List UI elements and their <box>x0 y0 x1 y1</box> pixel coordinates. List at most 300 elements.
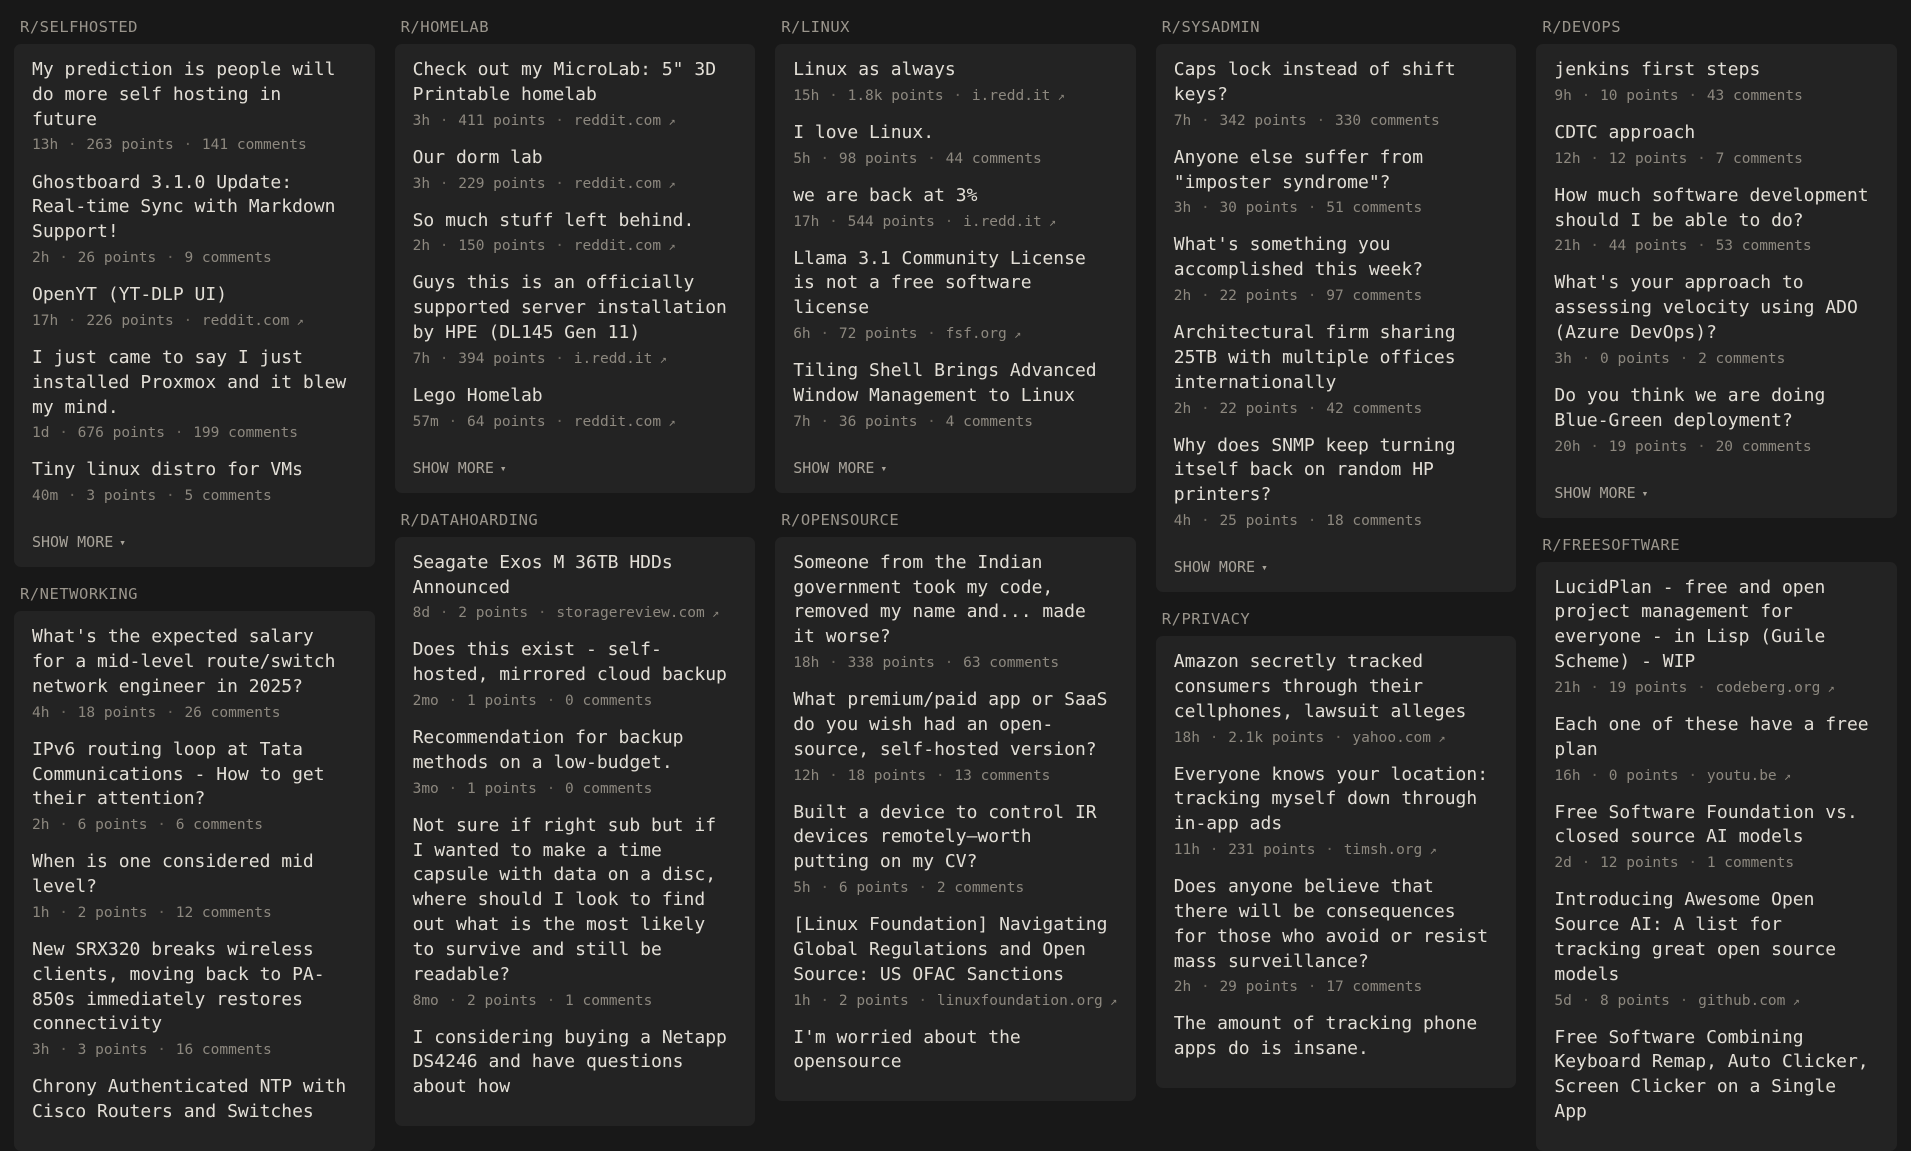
subreddit-group <box>775 511 1136 1101</box>
meta-separator: · <box>909 992 936 1009</box>
post-title[interactable]: LucidPlan - free and open project management for everyone - in Lisp (Guile Scheme) - WIP <box>1554 576 1826 673</box>
post-age: 5h <box>793 150 811 167</box>
post-item <box>1174 58 1499 132</box>
post-meta <box>413 603 738 624</box>
post-item <box>413 384 738 433</box>
post-meta <box>1174 286 1499 307</box>
post-meta <box>1554 349 1879 370</box>
post-age: 17h <box>32 312 59 329</box>
post-comments: 26 comments <box>184 704 281 721</box>
post-item <box>413 726 738 800</box>
meta-separator: · <box>165 425 193 442</box>
show-more-button[interactable] <box>32 533 126 551</box>
external-link-icon: ↗ <box>661 176 676 191</box>
show-more-button[interactable] <box>413 459 507 477</box>
post-title[interactable]: Amazon secretly tracked consumers through their cellphones, lawsuit alleges <box>1173 651 1467 722</box>
post-points: 26 points <box>77 249 157 266</box>
post-age: 15h <box>793 87 820 104</box>
post-domain[interactable]: i.redd.it <box>963 213 1042 230</box>
post-age: 4h <box>1173 513 1192 529</box>
post-item <box>1174 146 1499 220</box>
post-domain[interactable]: yahoo.com <box>1352 729 1431 746</box>
post-domain[interactable]: reddit.com <box>573 175 662 192</box>
subreddit-group <box>395 18 756 493</box>
meta-separator: · <box>157 704 184 721</box>
post-age: 3h <box>412 175 431 192</box>
post-item <box>1174 321 1499 420</box>
meta-separator: · <box>1688 679 1715 696</box>
meta-separator: · <box>148 904 175 921</box>
external-link-icon: ↗ <box>661 239 676 254</box>
post-points: 2 points <box>77 904 148 921</box>
post-points: 8 points <box>1600 992 1670 1009</box>
post-age: 20h <box>1554 438 1581 455</box>
post-domain[interactable]: i.redd.it <box>573 350 653 367</box>
post-meta <box>1174 399 1499 420</box>
meta-separator: · <box>546 112 573 129</box>
post-item <box>413 814 738 1012</box>
post-age: 40m <box>32 488 59 505</box>
subreddit-group <box>395 511 756 1126</box>
meta-separator: · <box>1200 729 1228 746</box>
post-points: 1 points <box>467 693 537 710</box>
post-meta <box>1174 111 1499 132</box>
post-age: 2h <box>412 238 431 255</box>
post-title[interactable]: Everyone knows your location: tracking myself down through in-app ads <box>1173 763 1489 835</box>
post-item <box>793 121 1118 170</box>
post-points: 3 points <box>86 488 157 505</box>
subreddit-title[interactable]: R/PRIVACY <box>1161 610 1251 629</box>
post-domain[interactable]: linuxfoundation.org <box>936 992 1103 1009</box>
meta-separator: · <box>1572 855 1600 872</box>
meta-separator: · <box>1581 438 1608 455</box>
meta-separator: · <box>1316 842 1343 858</box>
post-comments: 20 comments <box>1715 438 1812 455</box>
post-points: 338 points <box>847 655 935 672</box>
board-column <box>14 18 375 1151</box>
meta-separator: · <box>1299 513 1326 529</box>
post-points: 2 points <box>838 992 909 1009</box>
meta-separator: · <box>1299 200 1326 217</box>
post-meta <box>413 691 738 712</box>
meta-separator: · <box>1688 150 1715 167</box>
external-link-icon: ↗ <box>1102 993 1118 1008</box>
post-item <box>1554 576 1879 699</box>
post-item <box>32 938 357 1061</box>
show-more-label: SHOW MORE <box>412 458 494 477</box>
post-title[interactable]: Architectural firm sharing 25TB with multiple offices internationally <box>1173 322 1456 393</box>
post-title[interactable]: we are back at 3% <box>793 184 978 206</box>
post-comments: 1 comments <box>565 992 653 1009</box>
meta-separator: · <box>811 413 838 430</box>
meta-separator: · <box>431 605 458 622</box>
show-more-button[interactable] <box>1174 558 1268 576</box>
board-column <box>1536 18 1897 1151</box>
meta-separator: · <box>537 780 565 797</box>
show-more-button[interactable] <box>793 459 887 477</box>
post-points: 18 points <box>77 704 157 721</box>
post-age: 3mo <box>412 780 439 797</box>
post-meta <box>413 412 738 433</box>
meta-separator: · <box>918 413 945 430</box>
external-link-icon: ↗ <box>1006 327 1022 342</box>
post-title[interactable]: Anyone else suffer from "imposter syndrome"? <box>1173 146 1424 193</box>
post-points: 18 points <box>847 767 927 784</box>
post-domain[interactable]: reddit.com <box>573 112 662 129</box>
post-item <box>413 551 738 625</box>
post-item <box>32 58 357 157</box>
meta-separator: · <box>918 326 945 343</box>
post-title[interactable]: What's the expected salary for a mid-level route/switch network engineer in 2025? <box>32 626 336 697</box>
subreddit-title[interactable]: R/HOMELAB <box>400 18 490 36</box>
post-comments: 13 comments <box>954 767 1051 784</box>
meta-separator: · <box>50 817 77 834</box>
show-more-label: SHOW MORE <box>1554 483 1636 502</box>
post-points: 544 points <box>847 213 935 230</box>
post-age: 57m <box>412 413 439 430</box>
chevron-down-icon: ▾ <box>499 461 507 475</box>
post-age: 3h <box>32 1042 50 1059</box>
show-more-label: SHOW MORE <box>793 458 875 477</box>
post-age: 7h <box>793 413 811 430</box>
post-age: 7h <box>1173 112 1192 129</box>
meta-separator: · <box>148 1042 175 1059</box>
post-item <box>1554 1026 1879 1125</box>
post-title[interactable]: OpenYT (YT-DLP UI) <box>32 284 228 305</box>
post-meta <box>1174 977 1499 998</box>
post-age: 2h <box>32 817 50 834</box>
subreddit-card <box>395 537 756 1126</box>
post-comments: 12 comments <box>175 904 272 921</box>
meta-separator: · <box>431 238 458 255</box>
post-meta <box>1554 766 1879 787</box>
post-points: 22 points <box>1219 400 1299 417</box>
post-title[interactable]: Tiny linux distro for VMs <box>32 459 303 481</box>
post-title[interactable]: Someone from the Indian government took my code, removed my name and... made it worse? <box>793 551 1086 648</box>
post-comments: 0 comments <box>565 693 653 710</box>
post-title[interactable]: What's your approach to assessing velocity using ADO (Azure DevOps)? <box>1554 272 1858 344</box>
post-meta <box>793 653 1118 674</box>
meta-separator: · <box>811 880 838 897</box>
post-meta <box>1554 853 1879 874</box>
post-meta <box>793 86 1118 107</box>
meta-separator: · <box>927 767 954 784</box>
meta-separator: · <box>1688 438 1715 455</box>
subreddit-card <box>14 44 375 567</box>
post-comments: 16 comments <box>175 1042 272 1059</box>
subreddit-title[interactable]: R/FREESOFTWARE <box>1542 535 1681 554</box>
show-more-label: SHOW MORE <box>1173 558 1256 577</box>
post-domain[interactable]: fsf.org <box>945 326 1007 343</box>
post-title[interactable]: My prediction is people will do more self hosting in future <box>32 59 336 130</box>
post-title[interactable]: Our dorm lab <box>412 146 543 168</box>
post-title[interactable]: Ghostboard 3.1.0 Update: Real-time Sync with Markdown Support! <box>32 171 336 243</box>
post-age: 1h <box>32 904 50 921</box>
post-domain[interactable]: storagereview.com <box>556 605 705 622</box>
meta-separator: · <box>439 693 466 710</box>
post-title[interactable]: Free Software Foundation vs. closed source AI models <box>1554 801 1858 848</box>
meta-separator: · <box>1572 87 1600 104</box>
post-meta <box>793 412 1118 433</box>
post-item <box>1174 650 1499 749</box>
post-title[interactable]: CDTC approach <box>1554 121 1696 143</box>
post-age: 2d <box>1554 855 1572 872</box>
post-points: 2 points <box>467 992 537 1009</box>
post-meta <box>1554 437 1879 458</box>
post-title[interactable]: How much software development should I be able to do? <box>1554 184 1869 231</box>
post-item <box>32 738 357 837</box>
post-meta <box>413 111 738 132</box>
post-title[interactable]: Why does SNMP keep turning itself back on random HP printers? <box>1173 434 1456 506</box>
post-meta <box>413 174 738 195</box>
post-domain[interactable]: timsh.org <box>1343 842 1423 858</box>
subreddit-card <box>775 44 1136 493</box>
post-age: 1d <box>32 425 50 442</box>
post-domain[interactable]: reddit.com <box>573 413 662 430</box>
post-comments: 0 comments <box>565 780 653 797</box>
post-age: 3h <box>412 112 431 129</box>
meta-separator: · <box>157 488 184 505</box>
post-meta <box>413 779 738 800</box>
subreddit-title[interactable]: R/DATAHOARDING <box>400 510 539 529</box>
post-meta <box>32 135 357 156</box>
board-column <box>775 18 1136 1101</box>
subreddit-title[interactable]: R/SYSADMIN <box>1161 18 1261 36</box>
post-title[interactable]: Built a device to control IR devices remotely—worth putting on my CV? <box>793 801 1097 873</box>
subreddit-group <box>14 585 375 1151</box>
post-domain[interactable]: reddit.com <box>201 312 290 329</box>
post-item <box>793 688 1118 787</box>
post-comments: 199 comments <box>193 425 298 442</box>
meta-separator: · <box>546 238 573 255</box>
meta-separator: · <box>1192 979 1219 996</box>
meta-separator: · <box>820 767 847 784</box>
meta-separator: · <box>1192 200 1219 217</box>
post-item <box>1554 713 1879 787</box>
post-item <box>1174 1012 1499 1062</box>
meta-separator: · <box>935 655 963 672</box>
post-title[interactable]: What's something you accomplished this week? <box>1173 234 1424 281</box>
meta-separator: · <box>59 312 86 329</box>
post-title[interactable]: New SRX320 breaks wireless clients, moving back to PA-850s immediately restores connectivity <box>32 938 325 1035</box>
external-link-icon: ↗ <box>1820 680 1835 695</box>
post-item <box>1174 434 1499 533</box>
meta-separator: · <box>944 87 971 104</box>
post-title[interactable]: Recommendation for backup methods on a low-budget. <box>412 727 684 773</box>
meta-separator: · <box>431 350 458 367</box>
meta-separator: · <box>50 904 77 921</box>
post-meta <box>793 149 1118 170</box>
meta-separator: · <box>1325 729 1352 746</box>
post-item <box>793 184 1118 233</box>
post-points: 0 points <box>1608 767 1679 784</box>
post-title[interactable]: I just came to say I just installed Proxmox and it blew my mind. <box>32 346 347 418</box>
post-item <box>793 551 1118 674</box>
post-title[interactable]: Each one of these have a free plan <box>1554 713 1869 760</box>
post-title[interactable]: Does this exist - self-hosted, mirrored cloud backup <box>412 639 727 686</box>
post-age: 7h <box>412 350 431 367</box>
post-points: 231 points <box>1228 842 1316 858</box>
meta-separator: · <box>1307 112 1334 129</box>
post-points: 30 points <box>1219 200 1299 217</box>
meta-separator: · <box>1299 400 1326 417</box>
post-title[interactable]: Caps lock instead of shift keys? <box>1173 59 1456 105</box>
meta-separator: · <box>1572 992 1600 1009</box>
post-domain[interactable]: youtu.be <box>1706 767 1777 784</box>
post-age: 6h <box>793 326 811 343</box>
meta-separator: · <box>537 992 565 1009</box>
post-title[interactable]: Introducing Awesome Open Source AI: A list for tracking great open source models <box>1554 889 1837 985</box>
meta-separator: · <box>546 413 573 430</box>
subreddit-title[interactable]: R/DEVOPS <box>1542 18 1622 36</box>
post-title[interactable]: Does anyone believe that there will be consequences for those who avoid or resist mass surveillance? <box>1173 876 1489 972</box>
post-item <box>32 625 357 724</box>
post-comments: 44 comments <box>945 150 1042 167</box>
post-meta <box>413 991 738 1012</box>
post-points: 64 points <box>467 413 546 430</box>
meta-separator: · <box>1581 150 1608 167</box>
post-title[interactable]: jenkins first steps <box>1554 59 1761 80</box>
post-points: 2 points <box>458 605 529 622</box>
post-comments: 1 comments <box>1706 855 1795 872</box>
meta-separator: · <box>935 213 963 230</box>
post-title[interactable]: Free Software Combining Keyboard Remap, Auto Clicker, Screen Clicker on a Single App <box>1554 1026 1869 1123</box>
post-comments: 53 comments <box>1715 238 1812 255</box>
external-link-icon: ↗ <box>1041 214 1057 229</box>
show-more-button[interactable] <box>1554 484 1648 502</box>
post-comments: 2 comments <box>1698 350 1786 367</box>
post-title[interactable]: I'm worried about the opensource <box>793 1026 1021 1073</box>
external-link-icon: ↗ <box>1050 88 1065 103</box>
meta-separator: · <box>439 992 466 1009</box>
post-points: 19 points <box>1608 438 1688 455</box>
meta-separator: · <box>1581 767 1608 784</box>
post-points: 394 points <box>458 350 546 367</box>
post-item <box>413 146 738 195</box>
post-title[interactable]: Check out my MicroLab: 5" 3D Printable homelab <box>412 59 717 105</box>
post-points: 72 points <box>838 326 918 343</box>
meta-separator: · <box>1200 842 1228 858</box>
post-domain[interactable]: reddit.com <box>573 238 662 255</box>
post-title[interactable]: [Linux Foundation] Navigating Global Regulations and Open Source: US OFAC Sanctions <box>793 914 1108 985</box>
post-comments: 6 comments <box>175 817 264 834</box>
meta-separator: · <box>50 704 77 721</box>
subreddit-card <box>1156 636 1517 1088</box>
external-link-icon: ↗ <box>1422 843 1437 857</box>
post-points: 36 points <box>838 413 918 430</box>
post-title[interactable]: Guys this is an officially supported server installation by HPE (DL145 Gen 11) <box>412 272 727 344</box>
post-title[interactable]: I love Linux. <box>793 121 935 143</box>
post-title[interactable]: Not sure if right sub but if I wanted to make a time capsule with data on a disc, where should I look to find out what is the most likely to survive and still be readable? <box>412 814 717 985</box>
post-age: 2mo <box>412 693 439 710</box>
post-item <box>32 458 357 507</box>
meta-separator: · <box>50 425 77 442</box>
meta-separator: · <box>1679 767 1706 784</box>
post-title[interactable]: Chrony Authenticated NTP with Cisco Routers and Switches <box>32 1076 347 1123</box>
post-age: 17h <box>793 213 820 230</box>
post-comments: 42 comments <box>1326 400 1423 417</box>
external-link-icon: ↗ <box>1776 768 1792 783</box>
post-title[interactable]: Seagate Exos M 36TB HDDs Announced <box>412 551 673 598</box>
subreddit-title[interactable]: R/NETWORKING <box>20 585 138 604</box>
post-title[interactable]: The amount of tracking phone apps do is insane. <box>1173 1013 1478 1060</box>
post-title[interactable]: Do you think we are doing Blue-Green deployment? <box>1554 384 1826 431</box>
post-age: 12h <box>793 767 820 784</box>
post-domain[interactable]: i.redd.it <box>971 87 1051 104</box>
post-age: 5h <box>793 880 811 897</box>
post-comments: 43 comments <box>1706 87 1803 104</box>
post-title[interactable]: What premium/paid app or SaaS do you wish had an open-source, self-hosted version? <box>793 689 1108 760</box>
meta-separator: · <box>50 249 77 266</box>
post-points: 1 points <box>467 780 537 797</box>
post-meta <box>793 991 1118 1012</box>
post-item <box>1554 801 1879 875</box>
meta-separator: · <box>820 213 847 230</box>
meta-separator: · <box>1679 855 1706 872</box>
post-age: 2h <box>1173 288 1192 304</box>
post-item <box>413 209 738 258</box>
post-item <box>32 283 357 332</box>
meta-separator: · <box>918 150 945 167</box>
meta-separator: · <box>1581 679 1608 696</box>
post-title[interactable]: Llama 3.1 Community License is not a free software license <box>793 247 1086 319</box>
post-item <box>793 913 1118 1012</box>
post-item <box>1174 875 1499 998</box>
post-title[interactable]: Linux as always <box>793 59 956 80</box>
post-points: 2.1k points <box>1228 729 1325 746</box>
meta-separator: · <box>59 488 86 505</box>
post-title[interactable]: So much stuff left behind. <box>412 209 695 231</box>
post-points: 676 points <box>77 425 165 442</box>
meta-separator: · <box>820 87 847 104</box>
post-comments: 63 comments <box>963 655 1060 672</box>
post-title[interactable]: IPv6 routing loop at Tata Communications - How to get their attention? <box>32 738 325 810</box>
post-item <box>793 1026 1118 1076</box>
post-title[interactable]: Lego Homelab <box>412 384 543 406</box>
chevron-down-icon: ▾ <box>1261 561 1268 575</box>
post-age: 2h <box>1173 979 1192 996</box>
post-title[interactable]: Tiling Shell Brings Advanced Window Management to Linux <box>793 360 1097 406</box>
post-meta <box>32 903 357 924</box>
post-domain[interactable]: github.com <box>1698 992 1786 1009</box>
post-meta <box>1554 86 1879 107</box>
post-item <box>32 850 357 924</box>
post-title[interactable]: When is one considered mid level? <box>32 851 314 898</box>
post-item <box>413 1026 738 1100</box>
post-item <box>1554 58 1879 107</box>
post-age: 1h <box>793 992 811 1009</box>
meta-separator: · <box>59 137 86 154</box>
post-age: 2h <box>1173 400 1192 417</box>
post-comments: 7 comments <box>1715 150 1803 167</box>
post-points: 3 points <box>77 1042 148 1059</box>
meta-separator: · <box>1670 992 1698 1009</box>
post-item <box>793 58 1118 107</box>
post-points: 12 points <box>1608 150 1688 167</box>
subreddit-title[interactable]: R/OPENSOURCE <box>781 510 900 529</box>
post-age: 16h <box>1554 767 1581 784</box>
post-domain[interactable]: codeberg.org <box>1715 679 1821 696</box>
post-title[interactable]: I considering buying a Netapp DS4246 and have questions about how <box>412 1026 727 1098</box>
post-meta <box>1174 728 1499 749</box>
meta-separator: · <box>1670 350 1698 367</box>
post-meta <box>1174 511 1499 532</box>
subreddit-title[interactable]: R/LINUX <box>781 18 851 36</box>
subreddit-group <box>1156 610 1517 1088</box>
meta-separator: · <box>174 312 201 329</box>
post-item <box>1554 121 1879 170</box>
subreddit-title[interactable]: R/SELFHOSTED <box>20 18 138 36</box>
